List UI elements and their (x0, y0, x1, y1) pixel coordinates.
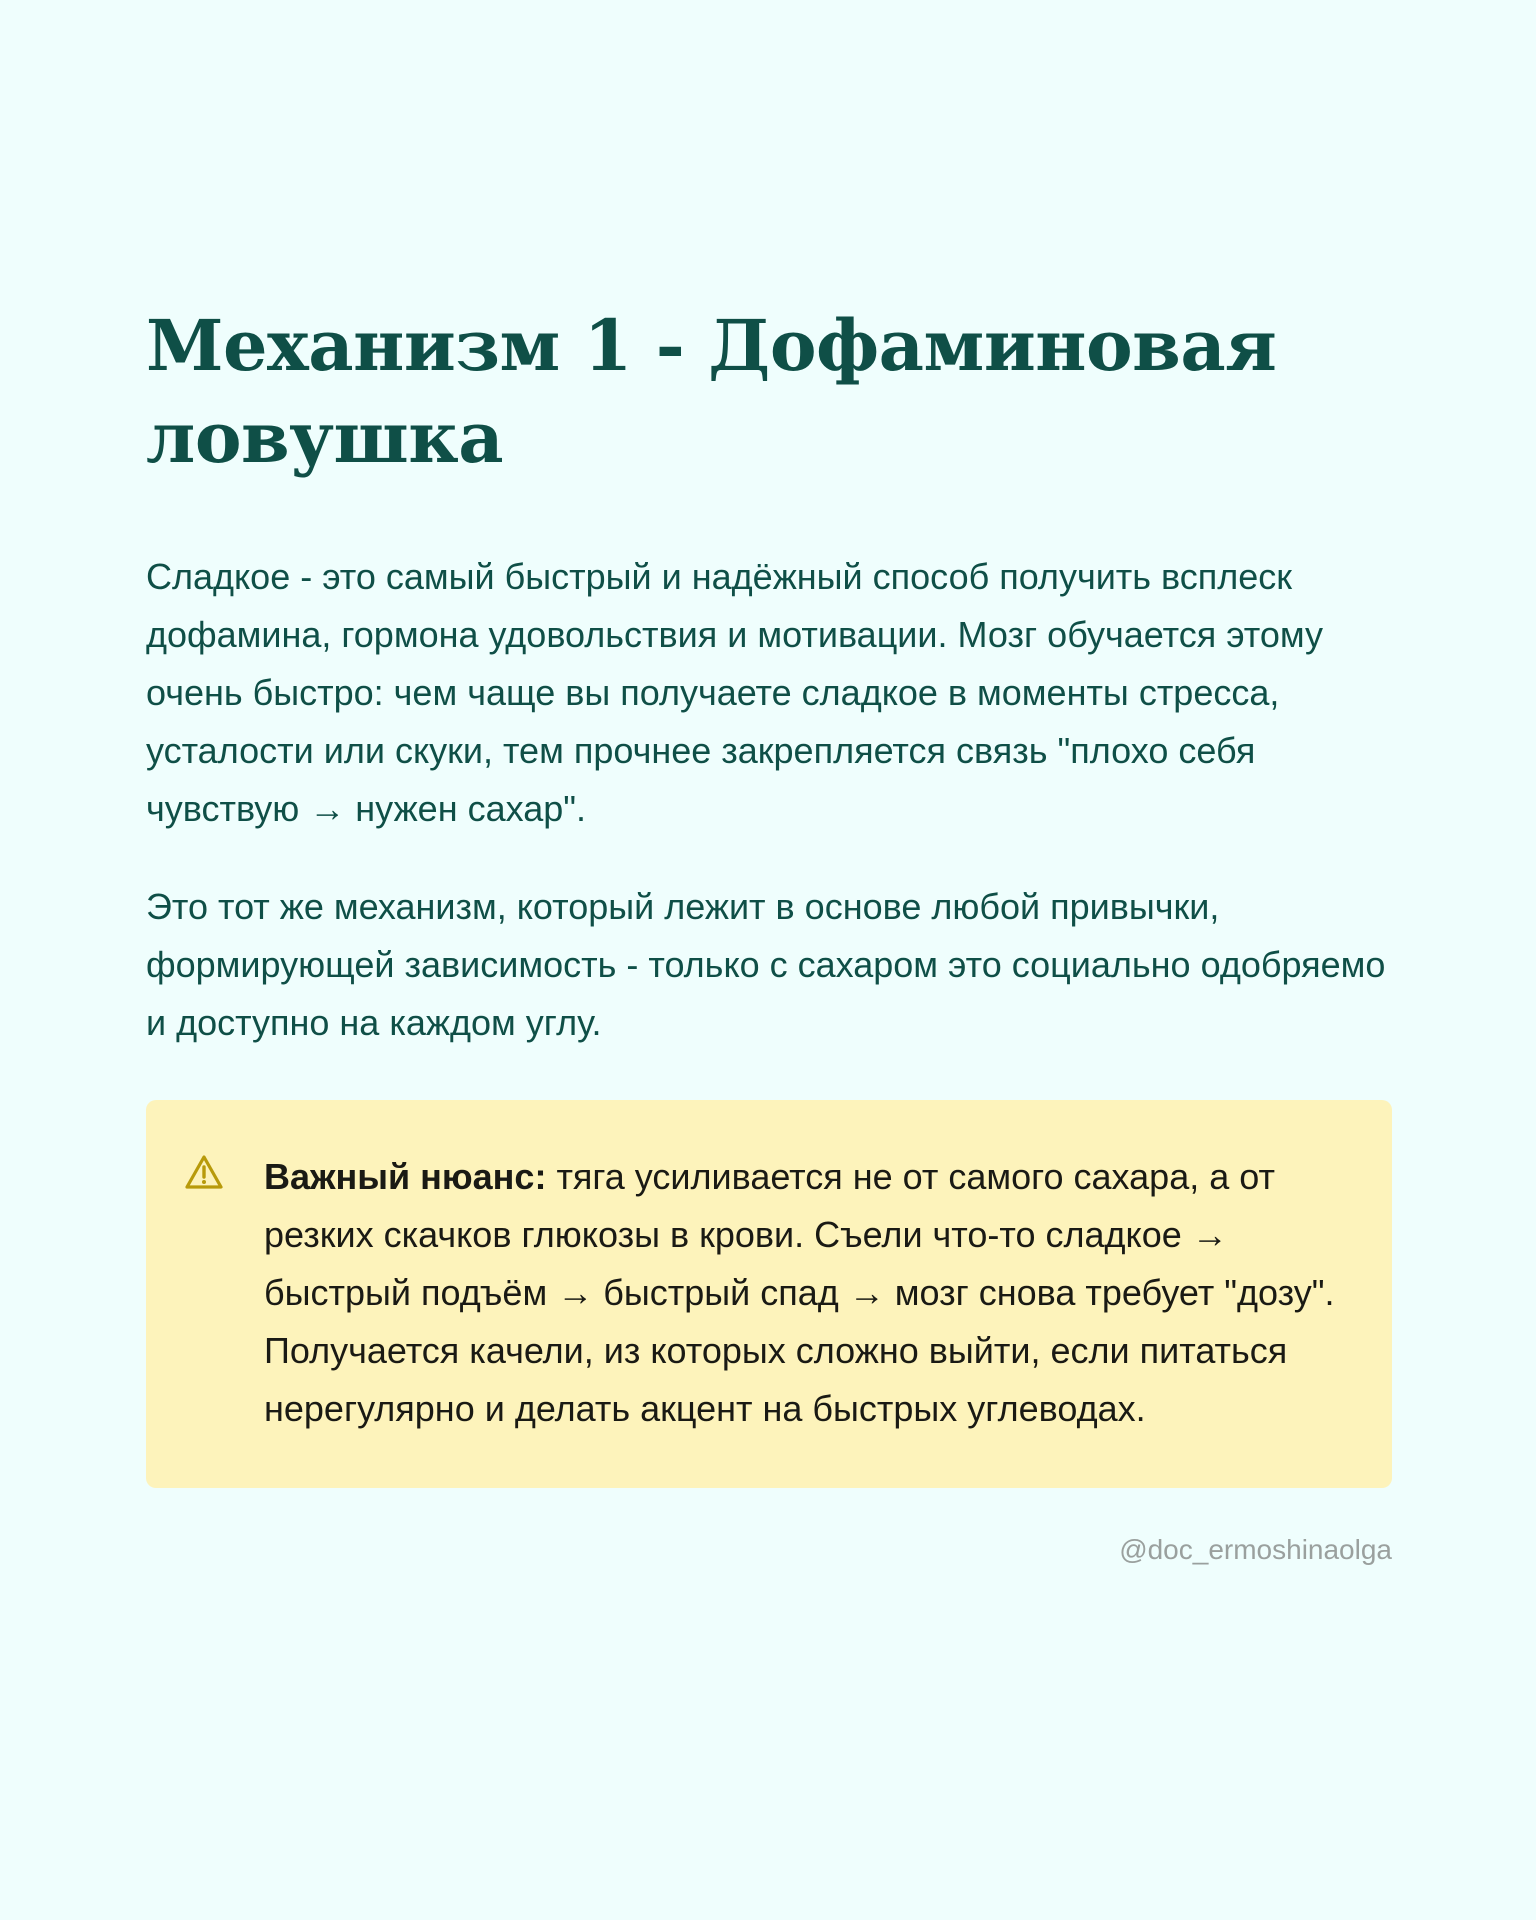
important-note-callout (146, 1100, 1392, 1488)
callout-label: Важный нюанс: (264, 1156, 547, 1197)
callout-text (264, 1148, 1344, 1438)
author-handle: @doc_ermoshinaolga (1119, 1534, 1392, 1565)
callout-body: тяга усиливается не от самого сахара, а от резких скачков глюкозы в крови. Съели что-то сладкое → быстрый подъём → быстрый спад → мозг снова требует "дозу". Получается качели, из которых сложно выйти, если питаться нерегулярно и делать акцент на быстрых углеводах. (264, 1156, 1335, 1429)
slide-content (146, 300, 1392, 1566)
body-paragraph-1: Сладкое - это самый быстрый и надёжный способ получить всплеск дофамина, гормона удовольствия и мотивации. Мозг обучается этому очень быстро: чем чаще вы получаете сладкое в моменты стресса, усталости или скуки, тем прочнее закрепляется связь "плохо себя чувствую → нужен сахар". (146, 556, 1324, 829)
body-paragraph-2: Это тот же механизм, который лежит в основе любой привычки, формирующей зависимость - только с сахаром это социально одобряемо и доступно на каждом углу. (146, 886, 1386, 1043)
warning-icon (184, 1154, 224, 1190)
page-title: Механизм 1 - Дофаминовая ловушка (146, 304, 1277, 479)
